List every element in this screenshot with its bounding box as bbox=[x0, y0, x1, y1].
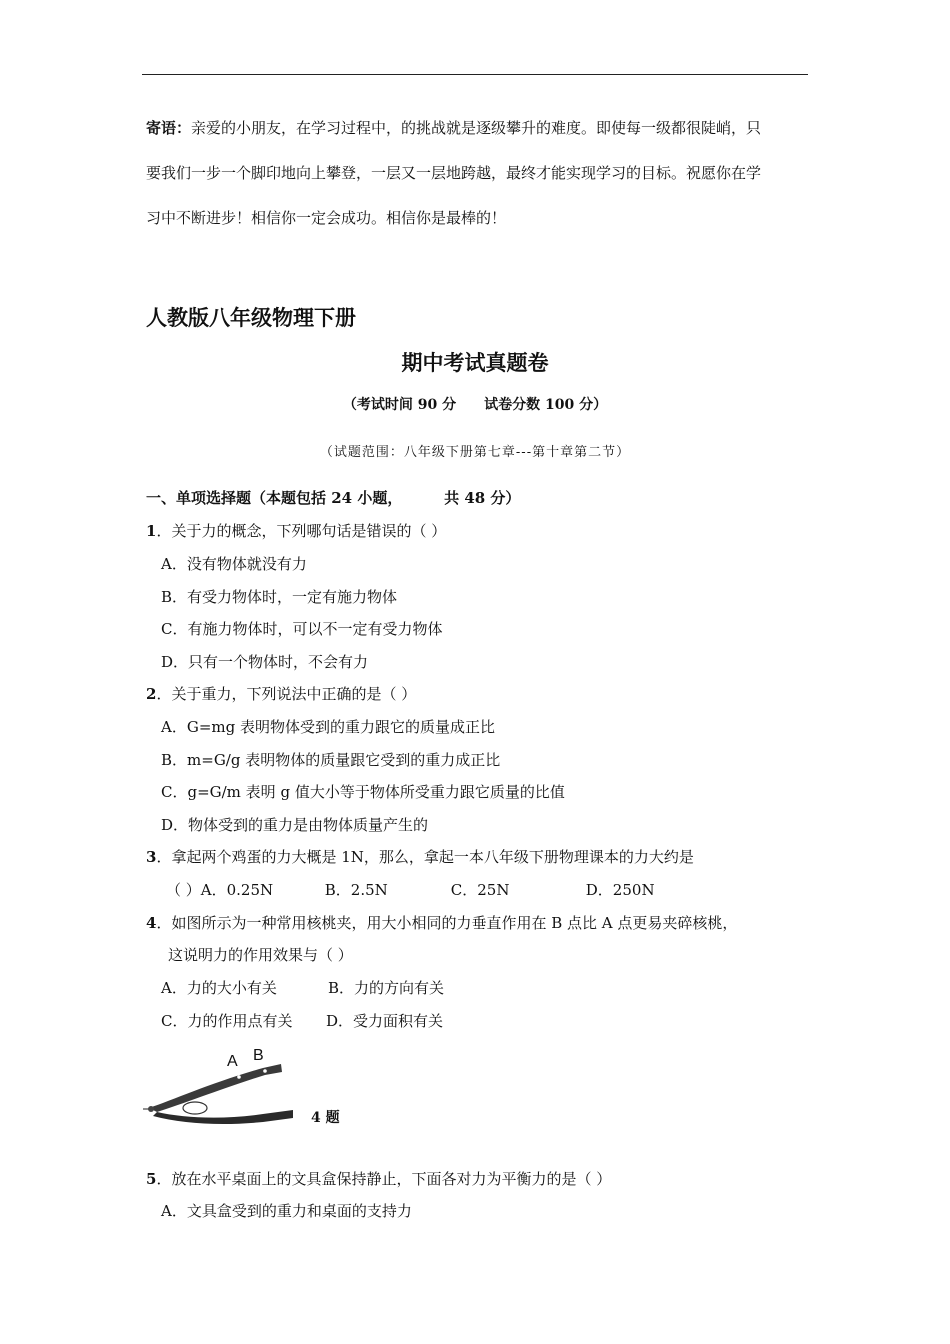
exam-scope: （试题范围：八年级下册第七章---第十章第二节） bbox=[319, 445, 631, 460]
q1-option-b: B．有受力物体时，一定有施力物体 bbox=[161, 588, 398, 606]
q2-option-c: C．g=G/m 表明 g 值大小等于物体所受重力跟它质量的比值 bbox=[161, 783, 565, 801]
label-point-a: A bbox=[227, 1053, 238, 1070]
question-2 bbox=[146, 683, 416, 704]
question-number: 3 bbox=[146, 848, 157, 866]
q4-option-b: B．力的方向有关 bbox=[328, 979, 445, 997]
q2-option-d: D．物体受到的重力是由物体质量产生的 bbox=[161, 816, 429, 834]
nut-icon bbox=[183, 1102, 207, 1114]
header-message-line2: 要我们一步一个脚印地向上攀登，一层又一层地跨越，最终才能实现学习的目标。祝愿你在学 bbox=[146, 164, 762, 182]
q3-options-row bbox=[166, 879, 655, 900]
section-heading: 一、单项选择题（本题包括 24 小题， 共 48 分） bbox=[146, 489, 521, 507]
question-stem: ．关于力的概念，下列哪句话是错误的（ ） bbox=[156, 522, 447, 540]
point-b-marker bbox=[263, 1069, 267, 1073]
header-message-text1: 亲爱的小朋友，在学习过程中，的挑战就是逐级攀升的难度。即使每一级都很陡峭，只 bbox=[191, 119, 762, 137]
q2-option-a: A．G=mg 表明物体受到的重力跟它的质量成正比 bbox=[161, 718, 495, 736]
exam-info bbox=[0, 394, 950, 414]
question-stem: ．放在水平桌面上的文具盒保持静止，下面各对力为平衡力的是（ ） bbox=[156, 1170, 612, 1188]
q1-option-a: A．没有物体就没有力 bbox=[161, 555, 307, 573]
q3-option-c: C．25N bbox=[450, 881, 510, 899]
question-4 bbox=[146, 912, 737, 933]
q4-options-row1 bbox=[161, 977, 444, 998]
q4-option-d: D．受力面积有关 bbox=[326, 1012, 444, 1030]
book-title: 人教版八年级物理下册 bbox=[146, 305, 356, 330]
q4-option-a: A．力的大小有关 bbox=[161, 979, 277, 997]
q3-option-a: A．0.25N bbox=[200, 881, 274, 899]
q2-option-b: B．m=G/g 表明物体的质量跟它受到的重力成正比 bbox=[161, 751, 501, 769]
question-number: 1 bbox=[146, 522, 157, 540]
question-stem: ．拿起两个鸡蛋的力大概是 1N，那么，拿起一本八年级下册物理课本的力大约是 bbox=[156, 848, 694, 866]
header-rule bbox=[142, 74, 808, 75]
figure-4-label: 4 题 bbox=[311, 1110, 340, 1126]
header-message-line1 bbox=[146, 118, 816, 138]
nutcracker-lower-arm bbox=[153, 1110, 293, 1124]
exam-title: 期中考试真题卷 bbox=[401, 350, 549, 375]
exam-score: 试卷分数 100 分） bbox=[484, 397, 608, 413]
question-stem: ．关于重力，下列说法中正确的是（ ） bbox=[156, 685, 417, 703]
q4-stem-line2: 这说明力的作用效果与（ ） bbox=[168, 946, 353, 964]
question-stem: ．如图所示为一种常用核桃夹，用大小相同的力垂直作用在 B 点比 A 点更易夹碎核桃， bbox=[156, 914, 738, 932]
q5-option-a: A．文具盒受到的重力和桌面的支持力 bbox=[161, 1202, 412, 1220]
q1-option-d: D．只有一个物体时，不会有力 bbox=[161, 653, 369, 671]
q3-option-d: D．250N bbox=[585, 881, 655, 899]
nutcracker-figure bbox=[143, 1042, 303, 1126]
question-number: 2 bbox=[146, 685, 157, 703]
header-message-line3: 习中不断进步！相信你一定会成功。相信你是最棒的！ bbox=[146, 209, 507, 227]
label-point-b: B bbox=[253, 1047, 264, 1064]
q3-answer-blank: （ ） bbox=[166, 881, 201, 899]
q3-option-b: B．2.5N bbox=[324, 881, 388, 899]
header-message-label: 寄语： bbox=[146, 119, 192, 137]
question-5 bbox=[146, 1168, 611, 1189]
q1-option-c: C．有施力物体时，可以不一定有受力物体 bbox=[161, 620, 443, 638]
question-3 bbox=[146, 846, 694, 867]
q4-options-row2 bbox=[161, 1010, 443, 1031]
exam-time: （考试时间 90 分 bbox=[342, 397, 457, 413]
question-number: 4 bbox=[146, 914, 157, 932]
question-number: 5 bbox=[146, 1170, 157, 1188]
nutcracker-upper-arm bbox=[149, 1064, 282, 1112]
point-a-marker bbox=[237, 1075, 241, 1079]
q4-option-c: C．力的作用点有关 bbox=[161, 1012, 293, 1030]
question-1 bbox=[146, 520, 446, 541]
